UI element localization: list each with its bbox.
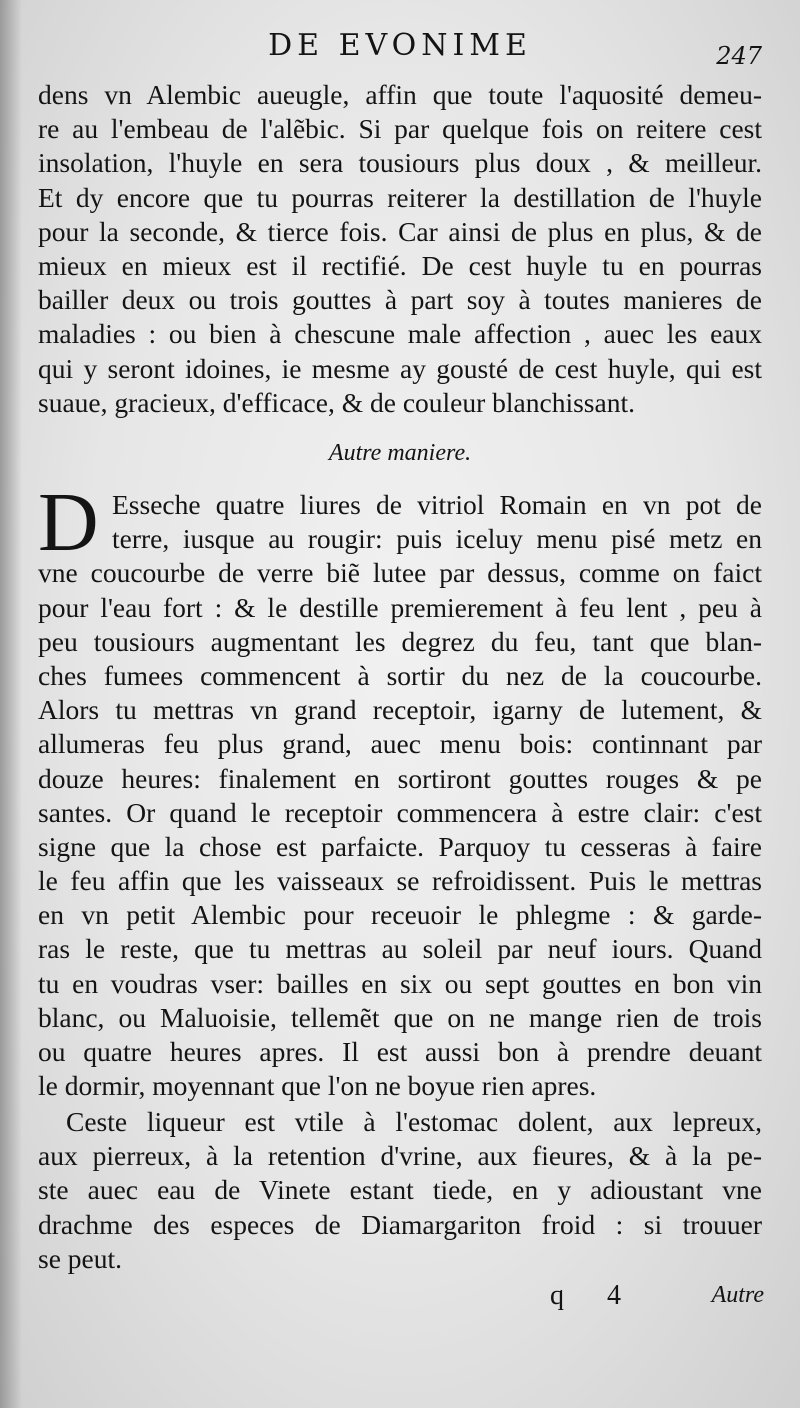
text-line: Esseche quatre liures de vitriol Romain en vn pot de	[112, 489, 762, 520]
text-line: drachme des especes de Diamargariton froid : si trouuer	[38, 1208, 762, 1240]
paragraph-3	[38, 1105, 762, 1276]
text-line: allumeras feu plus grand, auec menu bois: continnant par	[38, 728, 762, 760]
running-head: DE EVONIME	[268, 28, 532, 63]
paragraph-2	[38, 476, 762, 1103]
text-line: aux pierreux, à la retention d'vrine, aux fieures, & à la pe-	[38, 1140, 762, 1172]
drop-cap: D	[38, 476, 99, 569]
text-line: vne coucourbe de verre biẽ lutee par dessus, comme on faict	[38, 557, 762, 589]
text-line: ches fumees commencent à sortir du nez de la coucourbe.	[38, 659, 762, 691]
text-line: Ceste liqueur est vtile à l'estomac dolent, aux lepreux,	[66, 1106, 762, 1137]
text-line: suaue, gracieux, d'efficace, & de couleur blanchissant.	[38, 386, 635, 418]
text-line: insolation, l'huyle en sera tousiours plus doux , & meilleur.	[38, 147, 762, 179]
paragraph-1	[38, 78, 762, 420]
section-title: Autre maniere.	[328, 440, 472, 466]
text-line: Alors tu mettras vn grand receptoir, igarny de lutement, &	[38, 694, 762, 726]
catchword: Autre	[711, 1282, 764, 1308]
page-header	[40, 28, 760, 72]
text-line: dens vn Alembic aueugle, affin que toute l'aquosité demeu-	[38, 79, 762, 110]
signature-mark: q 4	[550, 1280, 639, 1311]
page-number: 247	[716, 42, 762, 70]
text-line: se peut.	[38, 1242, 123, 1274]
text-line: ras le reste, que tu mettras au soleil par neuf iours. Quand	[38, 933, 762, 965]
text-line: bailler deux ou trois gouttes à part soy à toutes manieres de	[38, 284, 762, 316]
text-line: en vn petit Alembic pour receuoir le phlegme : & garde-	[38, 899, 762, 931]
page-binding-shadow	[0, 0, 22, 1408]
text-line: ste auec eau de Vinete estant tiede, en y adioustant vne	[38, 1174, 762, 1206]
text-line: ou quatre heures apres. Il est aussi bon à prendre deuant	[38, 1036, 762, 1067]
text-line: signe que la chose est parfaicte. Parquoy tu cesseras à faire	[38, 830, 762, 862]
text-line: santes. Or quand le receptoir commencera à estre clair: c'est	[38, 796, 762, 828]
text-line: le dormir, moyennant que l'on ne boyue rien apres.	[38, 1070, 597, 1102]
text-line: mieux en mieux est il rectifié. De cest huyle tu en pourras	[38, 249, 762, 281]
text-line: Et dy encore que tu pourras reiterer la destillation de l'huyle	[38, 181, 762, 213]
text-line: peu tousiours augmentant les degrez du feu, tant que blan-	[38, 625, 762, 657]
text-line: le feu affin que les vaisseaux se refroidissent. Puis le mettras	[38, 865, 762, 897]
page-footer	[40, 1280, 764, 1320]
text-line: pour l'eau fort : & le destille premierement à feu lent , peu à	[38, 591, 762, 623]
text-line: re au l'embeau de l'alẽbic. Si par quelque fois on reitere cest	[38, 113, 762, 145]
text-line: blanc, ou Maluoisie, tellemẽt que on ne mange rien de trois	[38, 1001, 762, 1033]
text-line: qui y seront idoines, ie mesme ay gousté de cest huyle, qui est	[38, 352, 762, 384]
text-line: tu en voudras vser: bailles en six ou sept gouttes en bon vin	[38, 967, 762, 999]
text-line: pour la seconde, & tierce fois. Car ainsi de plus en plus, & de	[38, 215, 762, 247]
text-line: douze heures: finalement en sortiront gouttes rouges & pe	[38, 762, 762, 794]
text-line: maladies : ou bien à chescune male affection , auec les eaux	[38, 318, 762, 350]
text-line: terre, iusque au rougir: puis iceluy menu pisé metz en	[112, 523, 762, 555]
